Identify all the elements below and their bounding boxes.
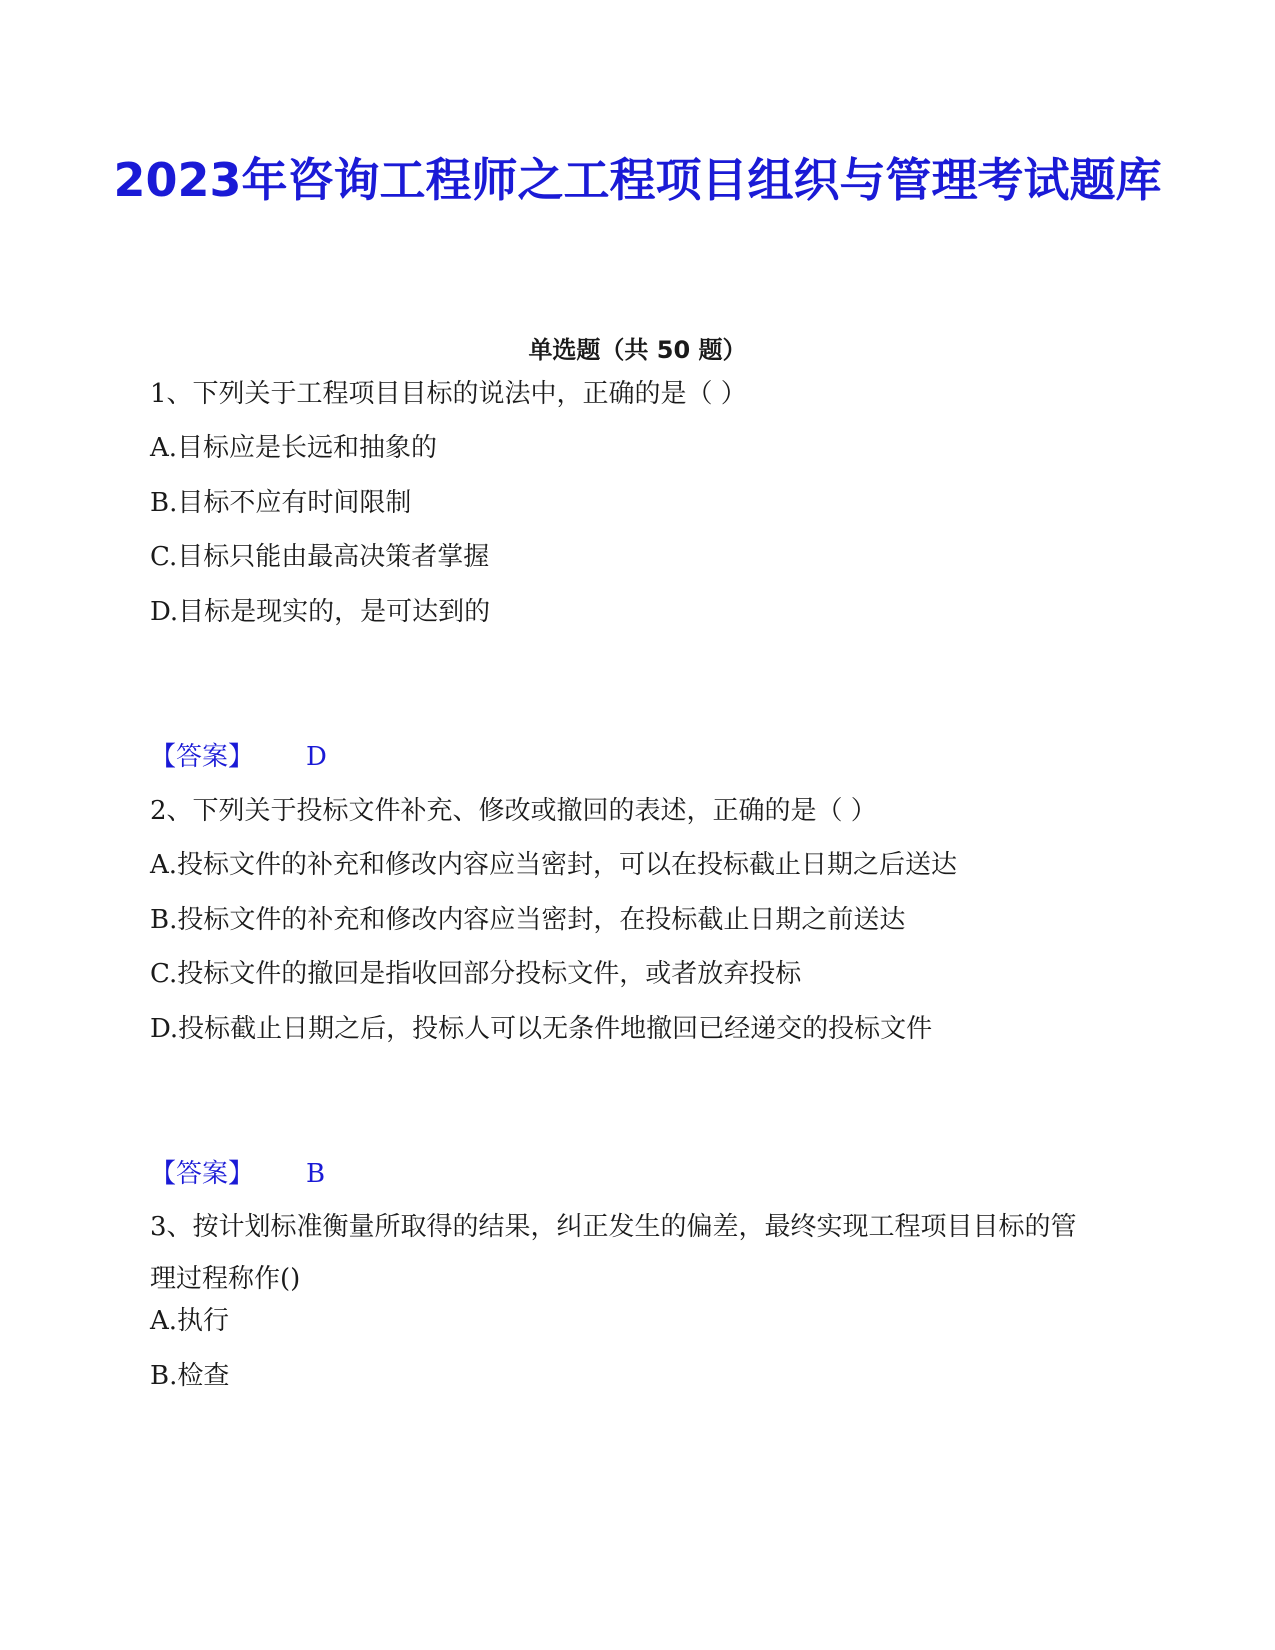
document-title: 2023年咨询工程师之工程项目组织与管理考试题库 [113, 153, 1162, 207]
question-1-option-d: D.目标是现实的，是可达到的 [150, 597, 491, 627]
question-2-option-d: D.投标截止日期之后，投标人可以无条件地撤回已经递交的投标文件 [150, 1014, 933, 1044]
question-1-option-b: B.目标不应有时间限制 [150, 488, 412, 518]
question-3-option-b: B.检查 [150, 1361, 230, 1391]
question-1-option-c: C.目标只能由最高决策者掌握 [150, 542, 490, 572]
section-heading: 单选题（共 50 题） [528, 336, 747, 364]
answer-label: 【答案】 [150, 742, 255, 772]
question-2-option-b: B.投标文件的补充和修改内容应当密封，在投标截止日期之前送达 [150, 905, 906, 935]
question-1-stem: 1、下列关于工程项目目标的说法中，正确的是（ ） [150, 379, 747, 409]
question-2-stem: 2、下列关于投标文件补充、修改或撤回的表述，正确的是（ ） [150, 796, 877, 826]
answer-label: 【答案】 [150, 1159, 255, 1189]
question-2-answer [150, 1155, 325, 1193]
question-1-answer [150, 738, 327, 776]
question-3-stem: 3、按计划标准衡量所取得的结果，纠正发生的偏差，最终实现工程项目目标的管理过程称作() [150, 1212, 1077, 1294]
question-2-option-a: A.投标文件的补充和修改内容应当密封，可以在投标截止日期之后送达 [150, 850, 958, 880]
question-2-option-c: C.投标文件的撤回是指收回部分投标文件，或者放弃投标 [150, 959, 802, 989]
answer-value: B [306, 1159, 326, 1189]
answer-value: D [306, 742, 327, 772]
question-3-option-a: A.执行 [150, 1306, 230, 1336]
question-1-option-a: A.目标应是长远和抽象的 [150, 433, 438, 463]
